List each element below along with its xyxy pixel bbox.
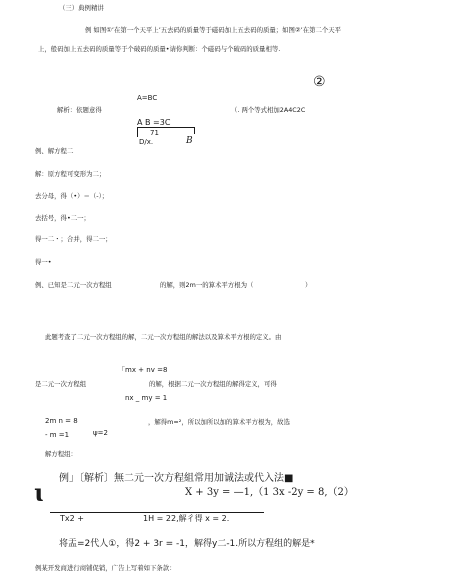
example4-label: 解方程组： xyxy=(45,450,77,458)
equation-dx: D/x. xyxy=(139,138,154,146)
example1-line1: 例 如图①’在第一个天平上’五去码的质量等于磁码加上五去码的质量；如图②’在第二个天平 xyxy=(85,26,342,34)
example2-step-1: 解：原方程可变形为二； xyxy=(35,170,106,178)
bracket-right-tick xyxy=(194,127,195,134)
example2-title: 例、解方程二 xyxy=(35,147,74,155)
solution-line-2-tail: ψ=2 xyxy=(93,429,108,437)
solution-line-2: - m =1 xyxy=(45,431,70,439)
figure-marker: ② xyxy=(313,74,326,90)
example4-right: 1H = 22,解彳得 x = 2. xyxy=(143,514,230,523)
equation-ab3c: A B =3C xyxy=(137,118,171,127)
analysis-label: 解析：依题意得 xyxy=(57,106,102,114)
analysis-note: （. 两个等式相加2A4C2C xyxy=(231,106,306,114)
example4-left: Tx2 + xyxy=(60,514,84,523)
handwritten-mark: ɩ xyxy=(34,478,44,507)
equation-71: 71 xyxy=(150,129,159,137)
system-line-2: nx _ my = 1 xyxy=(125,394,168,402)
example2-step-4: 得一二・；合并，得二一； xyxy=(35,235,112,243)
solution-line-1: 2m n = 8 xyxy=(45,417,78,425)
example2-step-5: 得一• xyxy=(35,258,52,266)
equation-b: B xyxy=(186,136,193,146)
work-underline xyxy=(50,512,264,513)
bracket-horizontal xyxy=(137,127,194,128)
footer-line: 例某开发商进行商铺促销，广告上写着如下条款： xyxy=(35,564,176,572)
system-line-1: 「mx + nv =8 xyxy=(118,366,168,374)
example2-step-3: 去括号，得•二一； xyxy=(35,214,90,222)
example4-header: 例」〔解析〕無二元一次方程組常用加诚法或代入法■ xyxy=(59,473,294,484)
example3-question-mid: 的解，则2m一的算术平方根为（ xyxy=(160,281,254,289)
equation-abc: A=BC xyxy=(137,94,158,102)
example4-system: X + 3y = —1,（1 3x -2y = 8,（2） xyxy=(185,487,354,498)
section-title: （三）典例精讲 xyxy=(59,4,104,12)
system-lead-mid: 的解，根据二元一次方程组的解得定义，可得 xyxy=(149,380,277,388)
example3-comment: 此题考查了二元一次方程组的解，二元一次方程组的解法以及算术平方根的定义。由 xyxy=(45,333,282,341)
example3-question: 例、已知是二元一次方程组 xyxy=(35,281,112,289)
example1-line2: 上，般码加上五去码的质量等于个破码的质量•请你判断：个磁码与个破码的质量相等. xyxy=(38,45,281,53)
example2-step-2: 去分母，得（•）＝（-）； xyxy=(35,192,109,200)
example4-conclusion: 将盂=2代人①，得2 + 3r = -1，解得y二-1.所以方程组的解是* xyxy=(59,539,315,549)
solution-line-1-tail: ，解得m=²，所以加所以加的算术平方根为，故选 xyxy=(148,418,290,426)
system-lead: 是二元一次方程组 xyxy=(35,380,87,388)
example3-question-end: ） xyxy=(305,281,312,289)
